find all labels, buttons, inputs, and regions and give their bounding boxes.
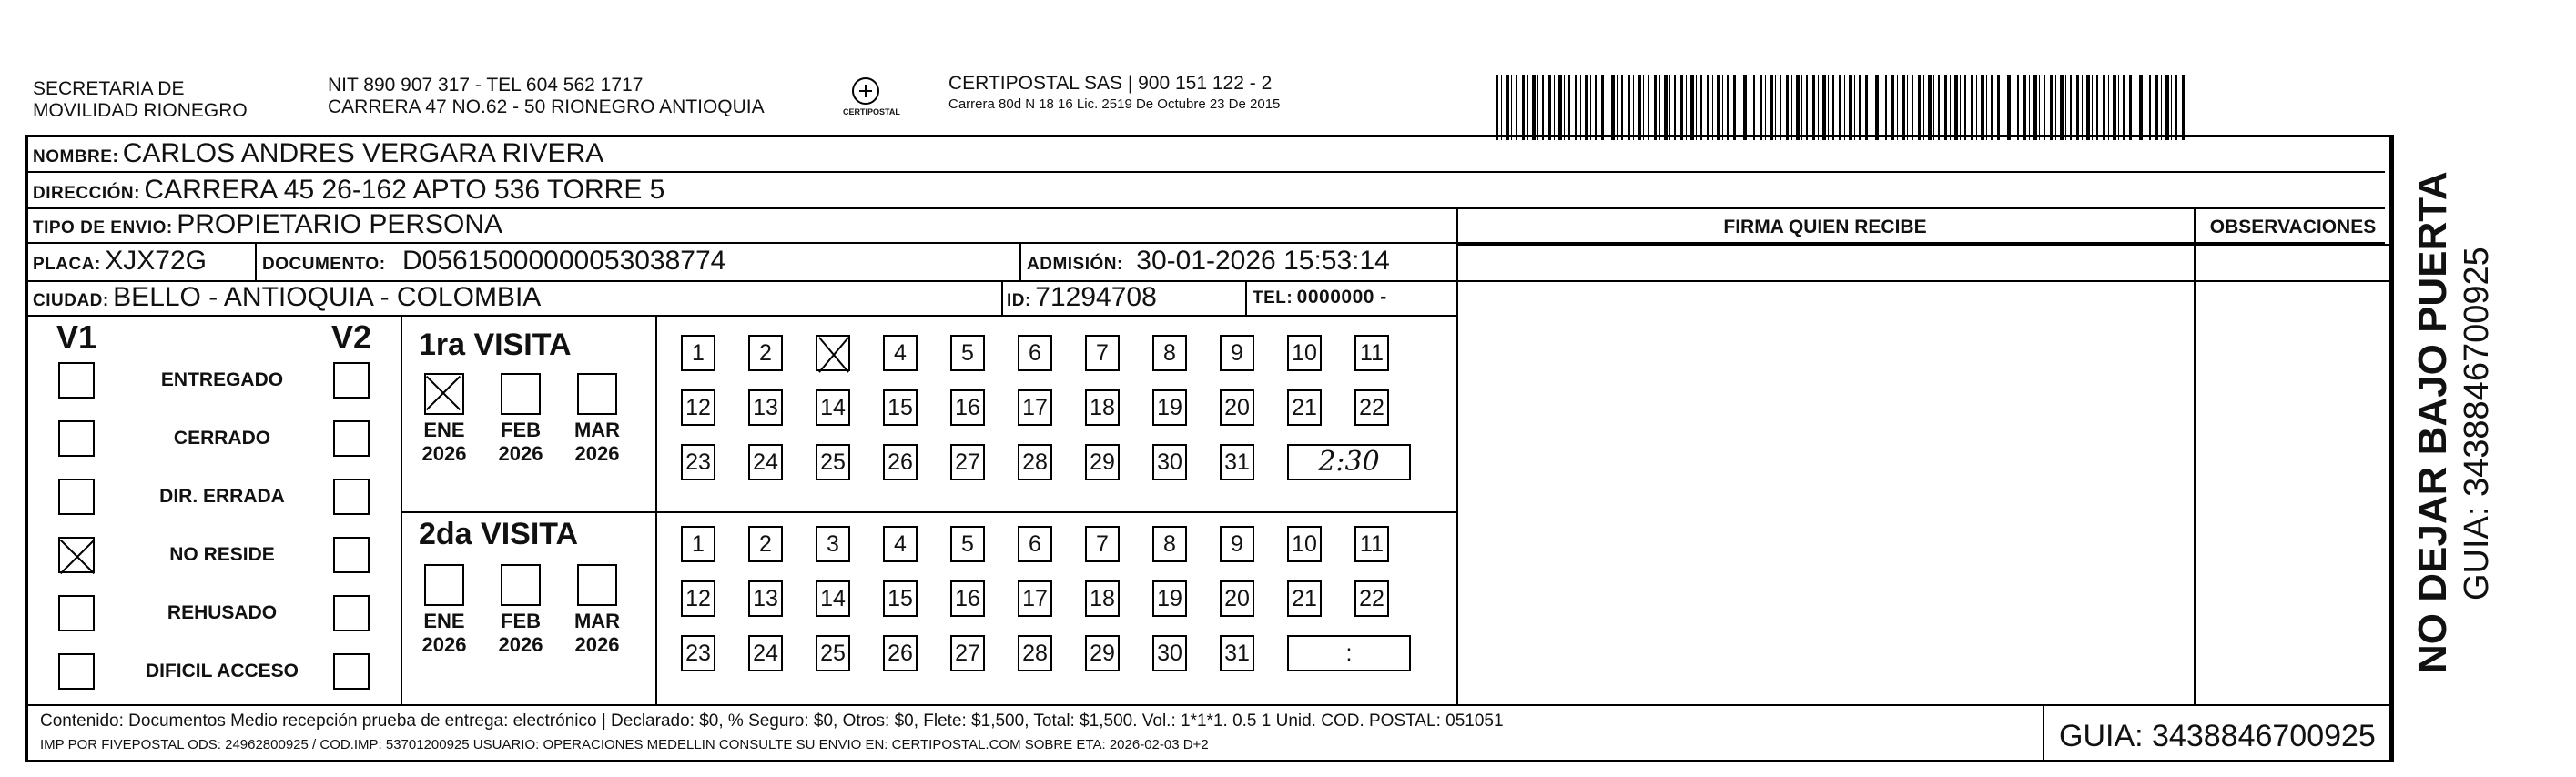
- obs-divider: [2194, 244, 2392, 246]
- visit2-day-box[interactable]: 21: [1287, 580, 1322, 617]
- sender-name: [33, 78, 248, 122]
- footer-guia: GUIA: 3438846700925: [2059, 719, 2376, 753]
- tipo-value: PROPIETARIO PERSONA: [177, 209, 503, 239]
- col-divider: [1456, 207, 1458, 704]
- visit1-day-box[interactable]: 23: [681, 444, 715, 480]
- visit2-day-box[interactable]: 4: [883, 526, 918, 562]
- visit2-time-value: :: [1345, 641, 1353, 666]
- documento-label: DOCUMENTO:: [262, 255, 386, 274]
- visit1-day-box[interactable]: 22: [1354, 389, 1389, 426]
- col-divider: [2392, 135, 2394, 762]
- tipo-row: [33, 209, 502, 245]
- visit1-day-box[interactable]: 24: [748, 444, 783, 480]
- footer-divider: [2043, 704, 2044, 762]
- v2-checkbox[interactable]: [333, 479, 370, 515]
- visit1-title: 1ra VISITA: [419, 328, 572, 362]
- months-divider: [655, 315, 657, 704]
- visit1-day-box[interactable]: 15: [883, 389, 918, 426]
- carrier-line-2: Carrera 80d N 18 16 Lic. 2519 De Octubre 23 De 2015: [948, 96, 1281, 112]
- nombre-row: [33, 138, 603, 174]
- sender-line-2: MOVILIDAD RIONEGRO: [33, 100, 248, 121]
- visit2-day-box[interactable]: 11: [1354, 526, 1389, 562]
- carrier-info: [948, 73, 1280, 112]
- nombre-label: NOMBRE:: [33, 147, 119, 166]
- admision-label: ADMISIÓN:: [1027, 255, 1123, 274]
- visit1-day-box[interactable]: 18: [1085, 389, 1120, 426]
- admision-value: 30-01-2026 15:53:14: [1136, 246, 1390, 276]
- status-label: REHUSADO: [167, 602, 278, 623]
- visit1-day-box[interactable]: 4: [883, 335, 918, 371]
- visit1-month-label: FEB: [501, 419, 541, 441]
- visit1-day-box[interactable]: 28: [1018, 444, 1052, 480]
- visit2-day-box[interactable]: 6: [1018, 526, 1052, 562]
- visit2-month-label: ENE: [423, 610, 465, 632]
- visit1-day-box[interactable]: 16: [950, 389, 985, 426]
- v1-checkbox[interactable]: [58, 479, 95, 515]
- placa-cell: [33, 246, 207, 281]
- v2-checkbox[interactable]: [333, 653, 370, 690]
- barcode: [1496, 75, 2187, 140]
- visit2-day-box[interactable]: 26: [883, 635, 918, 671]
- firma-divider: [1456, 244, 2194, 246]
- col-divider: [2194, 207, 2196, 704]
- visit2-day-box[interactable]: 30: [1152, 635, 1187, 671]
- v1-checkbox[interactable]: [58, 595, 95, 631]
- visit2-day-box[interactable]: 29: [1085, 635, 1120, 671]
- visit1-day-box[interactable]: 7: [1085, 335, 1120, 371]
- id-value: 71294708: [1035, 282, 1157, 312]
- visit2-day-box[interactable]: 25: [816, 635, 850, 671]
- visit2-day-box[interactable]: 9: [1220, 526, 1254, 562]
- visit1-month-checkbox[interactable]: [501, 373, 541, 415]
- visit1-day-box[interactable]: 6: [1018, 335, 1052, 371]
- visit-divider: [401, 511, 1456, 513]
- visit2-month-checkbox[interactable]: [424, 564, 464, 606]
- visit1-month-label: ENE: [423, 419, 465, 441]
- tel-cell: [1253, 282, 1387, 315]
- row-divider: [27, 704, 2394, 706]
- cell-divider: [1019, 242, 1021, 280]
- logo-text: CERTIPOSTAL: [843, 107, 900, 116]
- carrier-line-1: CERTIPOSTAL SAS | 900 151 122 - 2: [948, 73, 1273, 94]
- visit2-month-checkbox[interactable]: [577, 564, 617, 606]
- visit2-day-box[interactable]: 12: [681, 580, 715, 617]
- visit1-month-checkbox[interactable]: [424, 373, 464, 415]
- status-label: ENTREGADO: [160, 369, 284, 390]
- visit1-day-box[interactable]: [816, 335, 850, 371]
- cell-divider: [1245, 280, 1247, 315]
- visit1-day-box[interactable]: 17: [1018, 389, 1052, 426]
- cell-divider: [255, 242, 257, 280]
- visit1-month-label: MAR: [573, 419, 621, 441]
- visit2-day-box[interactable]: 7: [1085, 526, 1120, 562]
- status-label: DIFICIL ACCESO: [145, 661, 299, 681]
- nit-line: NIT 890 907 317 - TEL 604 562 1717: [328, 75, 644, 96]
- visit2-day-box[interactable]: 20: [1220, 580, 1254, 617]
- visit2-day-box[interactable]: 3: [816, 526, 850, 562]
- sender-line-1: SECRETARIA DE: [33, 78, 185, 99]
- visit1-day-box[interactable]: 2: [748, 335, 783, 371]
- status-label: DIR. ERRADA: [159, 486, 285, 507]
- visit1-day-box[interactable]: 11: [1354, 335, 1389, 371]
- id-cell: [1007, 282, 1157, 318]
- visit1-day-box[interactable]: 29: [1085, 444, 1120, 480]
- v1-header: V1: [56, 318, 97, 356]
- visit2-year-label: 2026: [498, 633, 543, 656]
- placa-label: PLACA:: [33, 255, 101, 274]
- visit1-time-value: 2:30: [1318, 446, 1380, 478]
- visit1-year-label: 2026: [498, 442, 543, 465]
- v2-checkbox[interactable]: [333, 420, 370, 457]
- observaciones-header: OBSERVACIONES: [2209, 217, 2377, 237]
- visit2-day-box[interactable]: 23: [681, 635, 715, 671]
- visit2-title: 2da VISITA: [419, 517, 579, 551]
- visit2-month-label: FEB: [501, 610, 541, 632]
- ciudad-cell: [33, 282, 541, 318]
- visit2-day-box[interactable]: 16: [950, 580, 985, 617]
- status-label: NO RESIDE: [169, 544, 275, 565]
- visit2-day-box[interactable]: 10: [1287, 526, 1322, 562]
- ciudad-label: CIUDAD:: [33, 291, 109, 310]
- side-guia: GUIA: 3438846700925: [2458, 247, 2496, 600]
- visit2-day-box[interactable]: 17: [1018, 580, 1052, 617]
- tel-value: 0000000 -: [1296, 287, 1387, 308]
- documento-cell: [262, 246, 725, 281]
- no-dejar-bajo-puerta: NO DEJAR BAJO PUERTA: [2410, 171, 2455, 673]
- ciudad-value: BELLO - ANTIOQUIA - COLOMBIA: [113, 282, 542, 312]
- logo-icon: [839, 71, 892, 126]
- visit2-year-label: 2026: [421, 633, 467, 656]
- visit1-year-label: 2026: [421, 442, 467, 465]
- visit1-day-box[interactable]: 1: [681, 335, 715, 371]
- visit2-year-label: 2026: [574, 633, 620, 656]
- visit2-day-box[interactable]: 19: [1152, 580, 1187, 617]
- visit2-day-box[interactable]: 18: [1085, 580, 1120, 617]
- visit1-day-box[interactable]: 8: [1152, 335, 1187, 371]
- footer-contenido: Contenido: Documentos Medio recepción prueba de entrega: electrónico | Declarado: $0, % Seguro: $0, Otros: $0, Flete: $1,500, Total: $1,500. Vol.: 1*1*1. 0.5 1 Unid. COD. POSTAL: 051051: [40, 711, 1504, 731]
- documento-value: D05615000000053038774: [402, 246, 726, 276]
- visit2-day-box[interactable]: 8: [1152, 526, 1187, 562]
- visit2-day-box[interactable]: 2: [748, 526, 783, 562]
- v1-checkbox[interactable]: [58, 537, 95, 573]
- visit1-day-box[interactable]: 10: [1287, 335, 1322, 371]
- visit2-day-box[interactable]: 22: [1354, 580, 1389, 617]
- v1-checkbox[interactable]: [58, 362, 95, 399]
- visit2-day-box[interactable]: 15: [883, 580, 918, 617]
- sender-contact: [328, 75, 765, 118]
- status-label: CERRADO: [173, 428, 271, 449]
- visit1-day-box[interactable]: 13: [748, 389, 783, 426]
- cell-divider: [1001, 280, 1003, 315]
- tipo-label: TIPO DE ENVIO:: [33, 218, 173, 237]
- v1-checkbox[interactable]: [58, 653, 95, 690]
- visit2-day-box[interactable]: 31: [1220, 635, 1254, 671]
- visit1-day-box[interactable]: 27: [950, 444, 985, 480]
- visit1-month-checkbox[interactable]: [577, 373, 617, 415]
- certipostal-logo: [839, 71, 900, 126]
- visit1-time-box[interactable]: [1287, 444, 1411, 480]
- visit1-year-label: 2026: [574, 442, 620, 465]
- firma-header: FIRMA QUIEN RECIBE: [1723, 217, 1927, 237]
- visit2-day-box[interactable]: 1: [681, 526, 715, 562]
- visit1-day-box[interactable]: 20: [1220, 389, 1254, 426]
- visit1-day-box[interactable]: 25: [816, 444, 850, 480]
- visit1-day-box[interactable]: 26: [883, 444, 918, 480]
- id-label: ID:: [1007, 291, 1031, 310]
- visit2-day-box[interactable]: 5: [950, 526, 985, 562]
- v2-checkbox[interactable]: [333, 362, 370, 399]
- visit2-time-box[interactable]: [1287, 635, 1411, 671]
- v2-checkbox[interactable]: [333, 595, 370, 631]
- address-line: CARRERA 47 NO.62 - 50 RIONEGRO ANTIOQUIA: [328, 96, 765, 117]
- visit1-day-box[interactable]: 5: [950, 335, 985, 371]
- v2-checkbox[interactable]: [333, 537, 370, 573]
- visit2-month-label: MAR: [573, 610, 621, 632]
- visit2-day-box[interactable]: 28: [1018, 635, 1052, 671]
- visit1-day-box[interactable]: 14: [816, 389, 850, 426]
- visit1-day-box[interactable]: 31: [1220, 444, 1254, 480]
- visit2-day-box[interactable]: 13: [748, 580, 783, 617]
- direccion-value: CARRERA 45 26-162 APTO 536 TORRE 5: [144, 175, 665, 205]
- direccion-row: [33, 175, 664, 210]
- visit1-day-box[interactable]: 12: [681, 389, 715, 426]
- placa-value: XJX72G: [105, 246, 207, 276]
- admision-cell: [1027, 246, 1390, 281]
- visit2-day-box[interactable]: 27: [950, 635, 985, 671]
- status-divider: [401, 315, 402, 704]
- visit1-day-box[interactable]: 21: [1287, 389, 1322, 426]
- visit1-day-box[interactable]: 9: [1220, 335, 1254, 371]
- visit1-day-box[interactable]: 30: [1152, 444, 1187, 480]
- direccion-label: DIRECCIÓN:: [33, 184, 140, 203]
- visit2-day-box[interactable]: 14: [816, 580, 850, 617]
- visit2-month-checkbox[interactable]: [501, 564, 541, 606]
- visit1-day-box[interactable]: 19: [1152, 389, 1187, 426]
- nombre-value: CARLOS ANDRES VERGARA RIVERA: [122, 138, 604, 168]
- visit2-day-box[interactable]: 24: [748, 635, 783, 671]
- v2-header: V2: [331, 318, 372, 356]
- tel-label: TEL:: [1253, 288, 1293, 308]
- v1-checkbox[interactable]: [58, 420, 95, 457]
- footer-imp: IMP POR FIVEPOSTAL ODS: 24962800925 / COD.IMP: 53701200925 USUARIO: OPERACIONES MEDELLIN CONSULTE SU ENVIO EN: CERTIPOSTAL.COM SOBRE ETA: 2026-02-03 D+2: [40, 737, 1209, 752]
